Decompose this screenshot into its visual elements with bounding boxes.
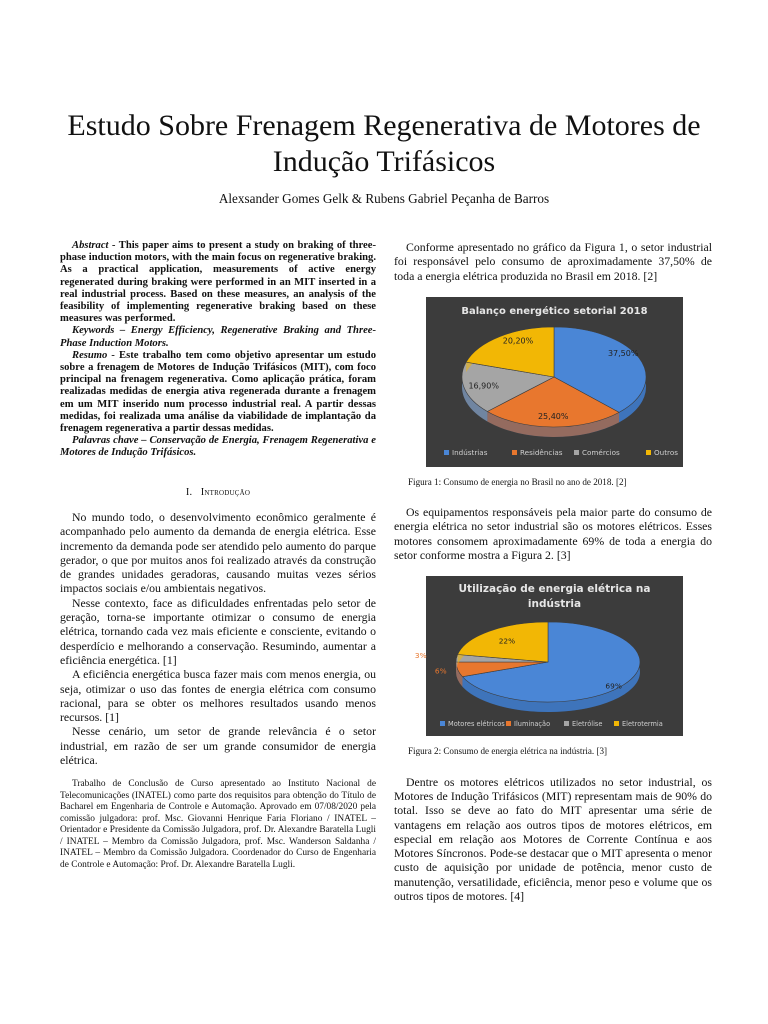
- resumo-label: Resumo -: [72, 349, 115, 361]
- resumo-paragraph: [60, 350, 376, 435]
- right-paragraph-1: Conforme apresentado no gráfico da Figura 1, o setor industrial foi responsável pelo consumo de aproximadamente 37,50% de toda a energia elétrica produzida no Brasil em 2018. [2]: [394, 240, 712, 283]
- legend-swatch-motores-eletricos: [440, 721, 445, 726]
- intro-paragraph-4: Nesse cenário, um setor de grande relevância é o setor industrial, em razão de ser um grande consumidor de energia elétrica.: [60, 724, 376, 767]
- data-label-industrias: 37,50%: [607, 349, 639, 359]
- legend-swatch-iluminacao: [506, 721, 511, 726]
- title-line-1: Estudo Sobre Frenagem Regenerativa de Motores de: [67, 109, 701, 142]
- legend-label-motores-eletricos: Motores elétricos: [448, 720, 505, 729]
- legend-label-outros: Outros: [654, 447, 678, 457]
- legend-label-eletrolise: Eletrólise: [572, 720, 603, 729]
- intro-paragraph-2: Nesse contexto, face as dificuldades enfrentadas pelo setor de geração, torna-se importante otimizar o consumo de energia elétrica, tornando cada vez mais eficiente e consciente, evitando o desperdício e melhorando a conservação. Resumindo, aumentar a eficiência energética. [1]: [60, 595, 376, 667]
- section-number: I.: [185, 486, 193, 498]
- figure-1-caption: Figura 1: Consumo de energia no Brasil no ano de 2018. [2]: [408, 476, 627, 487]
- legend-label-residencias: Residências: [520, 447, 563, 457]
- data-label-motores-eletricos: 69%: [605, 681, 622, 691]
- legend-swatch-residencias: [512, 450, 517, 455]
- data-label-eletrolise: 3%: [414, 651, 427, 661]
- data-label-residencias: 25,40%: [537, 411, 569, 421]
- legend-label-industrias: Indústrias: [452, 447, 488, 457]
- right-paragraph-2: Os equipamentos responsáveis pela maior parte do consumo de energia elétrica no setor industrial são os motores elétricos. Esses motores consomem aproximadamente 69% de toda a energia do setor conforme mostra a Figura 2. [3]: [394, 505, 712, 563]
- legend-swatch-eletrolise: [564, 721, 569, 726]
- chart-title: Balanço energético setorial 2018: [461, 305, 648, 317]
- legend-label-eletrotermia: Eletrotermia: [622, 720, 663, 729]
- abstract-label: Abstract -: [72, 240, 116, 251]
- keywords: Keywords – Energy Efficiency, Regenerative Braking and Three-Phase Induction Motors.: [60, 325, 376, 349]
- right-column: [394, 240, 712, 903]
- right-paragraph-3: Dentre os motores elétricos utilizados no setor industrial, os Motores de Indução Trifásicos (MIT) representam mais de 90% do total. Isso se deve ao fato do MIT apresentar uma série de vantagens em relação aos outros tipos de motores elétricos, em especial em relação aos Motores de Corrente Contínua e aos Motores Síncronos. Pode-se destacar que o MIT apresenta o menor custo de aquisição por unidade de potência, menor custo de manutenção, versatilidade, eficiência, menor peso e volume que os outros tipos de motores. [4]: [394, 774, 712, 904]
- figure-1-pie-chart: [426, 297, 683, 467]
- data-label-eletrotermia: 22%: [498, 636, 516, 646]
- palavras-chave: Palavras chave – Conservação de Energia, Frenagem Regenerativa e Motores de Indução Trifásicos.: [60, 435, 376, 459]
- title-line-2: Indução Trifásicos: [272, 145, 496, 178]
- chart-title-line-1: Utilização de energia elétrica na: [458, 583, 651, 596]
- left-column: [60, 240, 376, 871]
- intro-paragraph-3: A eficiência energética busca fazer mais com menos energia, ou seja, otimizar o uso das fontes de energia elétrica com consumo racional, para se obter os melhores resultados usando menos recursos. [1]: [60, 667, 376, 725]
- data-label-comercios: 16,90%: [468, 381, 499, 391]
- resumo-text: Este trabalho tem como objetivo apresentar um estudo sobre a frenagem de Motores de Indução Trifásicos (MIT), com foco principal na frenagem regenerativa. Como aplicação prática, foram realizadas medidas de energia ativa regenerada durante a frenagem em um MIT inserido num processo industrial real. A partir dessas medidas, foi realizada uma análise da viabilidade de implantação da frenagem regenerativa a partir dessas medidas.: [60, 349, 376, 435]
- legend-swatch-outros: [646, 450, 651, 455]
- legend-swatch-comercios: [574, 450, 579, 455]
- legend-label-iluminacao: Iluminação: [514, 720, 551, 729]
- section-heading: [60, 486, 376, 500]
- chart-title-line-2: indústria: [527, 598, 582, 611]
- section-title: Introdução: [200, 486, 251, 498]
- figure-2-caption: Figura 2: Consumo de energia elétrica na indústria. [3]: [408, 746, 608, 757]
- footnote: Trabalho de Conclusão de Curso apresentado ao Instituto Nacional de Telecomunicações (INATEL) como parte dos requisitos para obtenção do Título de Bacharel em Engenharia de Controle e Automação. Aprovado em 07/08/2020 pela comissão julgadora: prof. Msc. Giovanni Henrique Faria Floriano / INATEL – Orientador e Presidente da Comissão Julgadora, prof. Dr. Alexandre Baratella Lugli / INATEL – Membro da Comissão Julgadora, prof. Msc. Wanderson Saldanha / INATEL – Membro da Comissão Julgadora. Coordenador do Curso de Engenharia de Controle e Automação: Prof. Dr. Alexandre Baratella Lugli.: [60, 779, 376, 870]
- abstract-paragraph: [60, 240, 376, 325]
- legend-swatch-industrias: [444, 450, 449, 455]
- abstract-text: This paper aims to present a study on braking of three-phase induction motors, with the main focus on regenerative braking. As a practical application, measurements of active energy regenerated during braking were performed in an MIT inserted in a real industrial process. Based on these measures, an analysis of the feasibility of implementing regenerative braking based on these measures was performed.: [60, 240, 376, 325]
- legend-label-comercios: Comércios: [582, 447, 620, 457]
- data-label-iluminacao: 6%: [434, 666, 447, 676]
- paper-title: [40, 108, 728, 180]
- data-label-outros: 20,20%: [502, 336, 534, 346]
- intro-paragraph-1: No mundo todo, o desenvolvimento econômico geralmente é acompanhado pelo aumento da demanda de energia elétrica. Esse incremento da demanda pode ser atendido pelo aumento do parque gerador, o que por muitos anos foi realizado através da construção de grandes unidades geradoras, causando muitas vezes sérios impactos sociais e/ou ambientais negativos.: [60, 509, 376, 596]
- figure-2-pie-chart: [414, 576, 683, 736]
- authors: Alexsander Gomes Gelk & Rubens Gabriel Peçanha de Barros: [218, 191, 550, 206]
- legend-swatch-eletrotermia: [614, 721, 619, 726]
